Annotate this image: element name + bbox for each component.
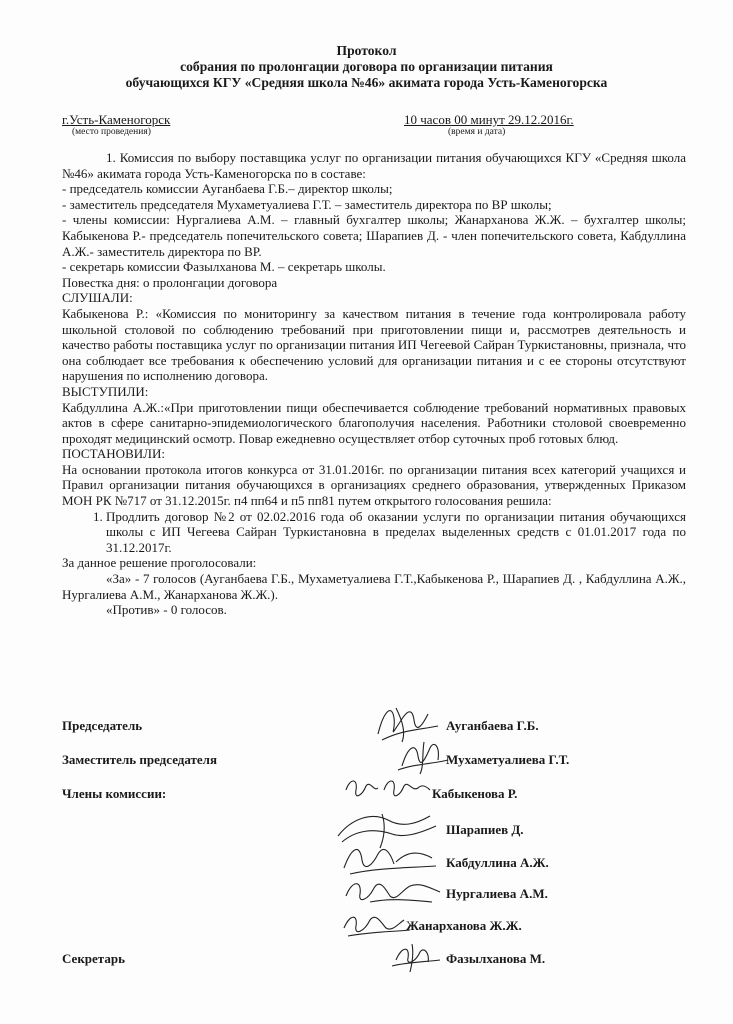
member-4-signature	[340, 872, 444, 910]
vote-against: «Против» - 0 голосов.	[106, 602, 227, 618]
meeting-place-caption: (место проведения)	[72, 127, 151, 137]
deputy-signature	[394, 736, 450, 776]
commission-intro: 1. Комиссия по выбору поставщика услуг по организации питания обучающихся КГУ «Средняя школа №46» акимата города Усть-Каменогорска по в составе:	[62, 150, 686, 181]
heard-text: Кабыкенова Р.: «Комиссия по мониторингу за качеством питания в течение года контролировала работу школьной столовой по соблюдению требований при приготовлении пищи и, рассмотрев деятельность и качество работы поставщика услуг по организации питания ИП Чегеевой Сайран Туркистановны, признала, что она соблюдает все требования к обеспечению условий для организации питания и с ее стороны отсутствуют нарушения по исполнению договора.	[62, 305, 686, 384]
deputy-name: Мухаметуалиева Г.Т.	[446, 752, 570, 767]
title-line-1: Протокол	[336, 43, 397, 58]
secretary-line: - секретарь комиссии Фазылханова М. – секретарь школы.	[62, 259, 386, 275]
secretary-role: Секретарь	[62, 951, 125, 966]
spoke-heading: ВЫСТУПИЛИ:	[62, 383, 149, 399]
title-line-3: обучающихся КГУ «Средняя школа №46» акимата города Усть-Каменогорска	[125, 75, 608, 90]
heard-heading: СЛУШАЛИ:	[62, 290, 133, 306]
title-line-2: собрания по пролонгации договора по организации питания	[180, 59, 553, 74]
spoke-text: Кабдуллина А.Ж.:«При приготовлении пищи обеспечивается соблюдение требований нормативных правовых актов в сфере санитарно-эпидемиологического благополучия населения. Работники столовой своевременно проходят медицинский осмотр. Повар ежедневно осуществляет отбор суточных проб готовых блюд.	[62, 399, 686, 446]
decision-item: 1. Продлить договор №2 от 02.02.2016 года об оказании услуги по организации питания обучающихся школы с ИП Чегеева Сайран Туркистановна в пределах выделенных средств с 01.01.2017 года по 31.12.2017г.	[106, 509, 686, 556]
resolved-text: На основании протокола итогов конкурса от 31.01.2016г. по организации питания всех категорий учащихся и Правил организации питания обучающихся в организациях среднего образования, утвержденных Приказом МОН РК №717 от 31.12.2015г. п4 пп64 и п5 пп81 путем открытого голосования решила:	[62, 461, 686, 509]
members-line: - члены комиссии: Нургалиева А.М. – главный бухгалтер школы; Жанарханова Ж.Ж. – бухгалтер школы; Кабыкенова Р.- председатель попечительского совета; Шарапиев Д. - член попечительского совета, Кабдуллина А.Ж.- заместитель директора по ВР.	[62, 212, 686, 259]
meeting-datetime: 10 часов 00 минут 29.12.2016г.	[404, 112, 574, 127]
protocol-title	[0, 43, 733, 91]
member-name-1: Кабыкенова Р.	[432, 786, 518, 801]
meeting-place: г.Усть-Каменогорск	[62, 112, 171, 127]
vote-intro: За данное решение проголосовали:	[62, 555, 257, 571]
meeting-datetime-caption: (время и дата)	[448, 127, 506, 137]
secretary-signature	[388, 938, 444, 974]
chair-line: - председатель комиссии Ауганбаева Г.Б.– директор школы;	[62, 181, 393, 197]
deputy-role: Заместитель председателя	[62, 752, 218, 767]
agenda-line: Повестка дня: о пролонгации договора	[62, 274, 278, 290]
chair-role: Председатель	[62, 718, 143, 733]
chair-name: Ауганбаева Г.Б.	[446, 718, 539, 733]
deputy-line: - заместитель председателя Мухаметуалиева Г.Т. – заместитель директора по ВР школы;	[62, 196, 552, 212]
member-name-4: Нургалиева А.М.	[446, 886, 548, 901]
member-name-3: Кабдуллина А.Ж.	[446, 855, 549, 870]
member-5-signature	[338, 906, 412, 942]
protocol-body	[62, 150, 686, 618]
resolved-heading: ПОСТАНОВИЛИ:	[62, 446, 165, 462]
member-name-2: Шарапиев Д.	[446, 822, 524, 837]
vote-for: «За» - 7 голосов (Ауганбаева Г.Б., Мухаметуалиева Г.Т.,Кабыкенова Р., Шарапиев Д. , Кабдуллина А.Ж., Нургалиева А.М., Жанарханова Ж.Ж.).	[62, 571, 686, 602]
member-1-signature	[340, 772, 432, 806]
decision-list	[62, 509, 686, 556]
members-role: Члены комиссии:	[62, 786, 167, 801]
secretary-name: Фазылханова М.	[446, 951, 546, 966]
member-name-5: Жанарханова Ж.Ж.	[406, 918, 522, 933]
